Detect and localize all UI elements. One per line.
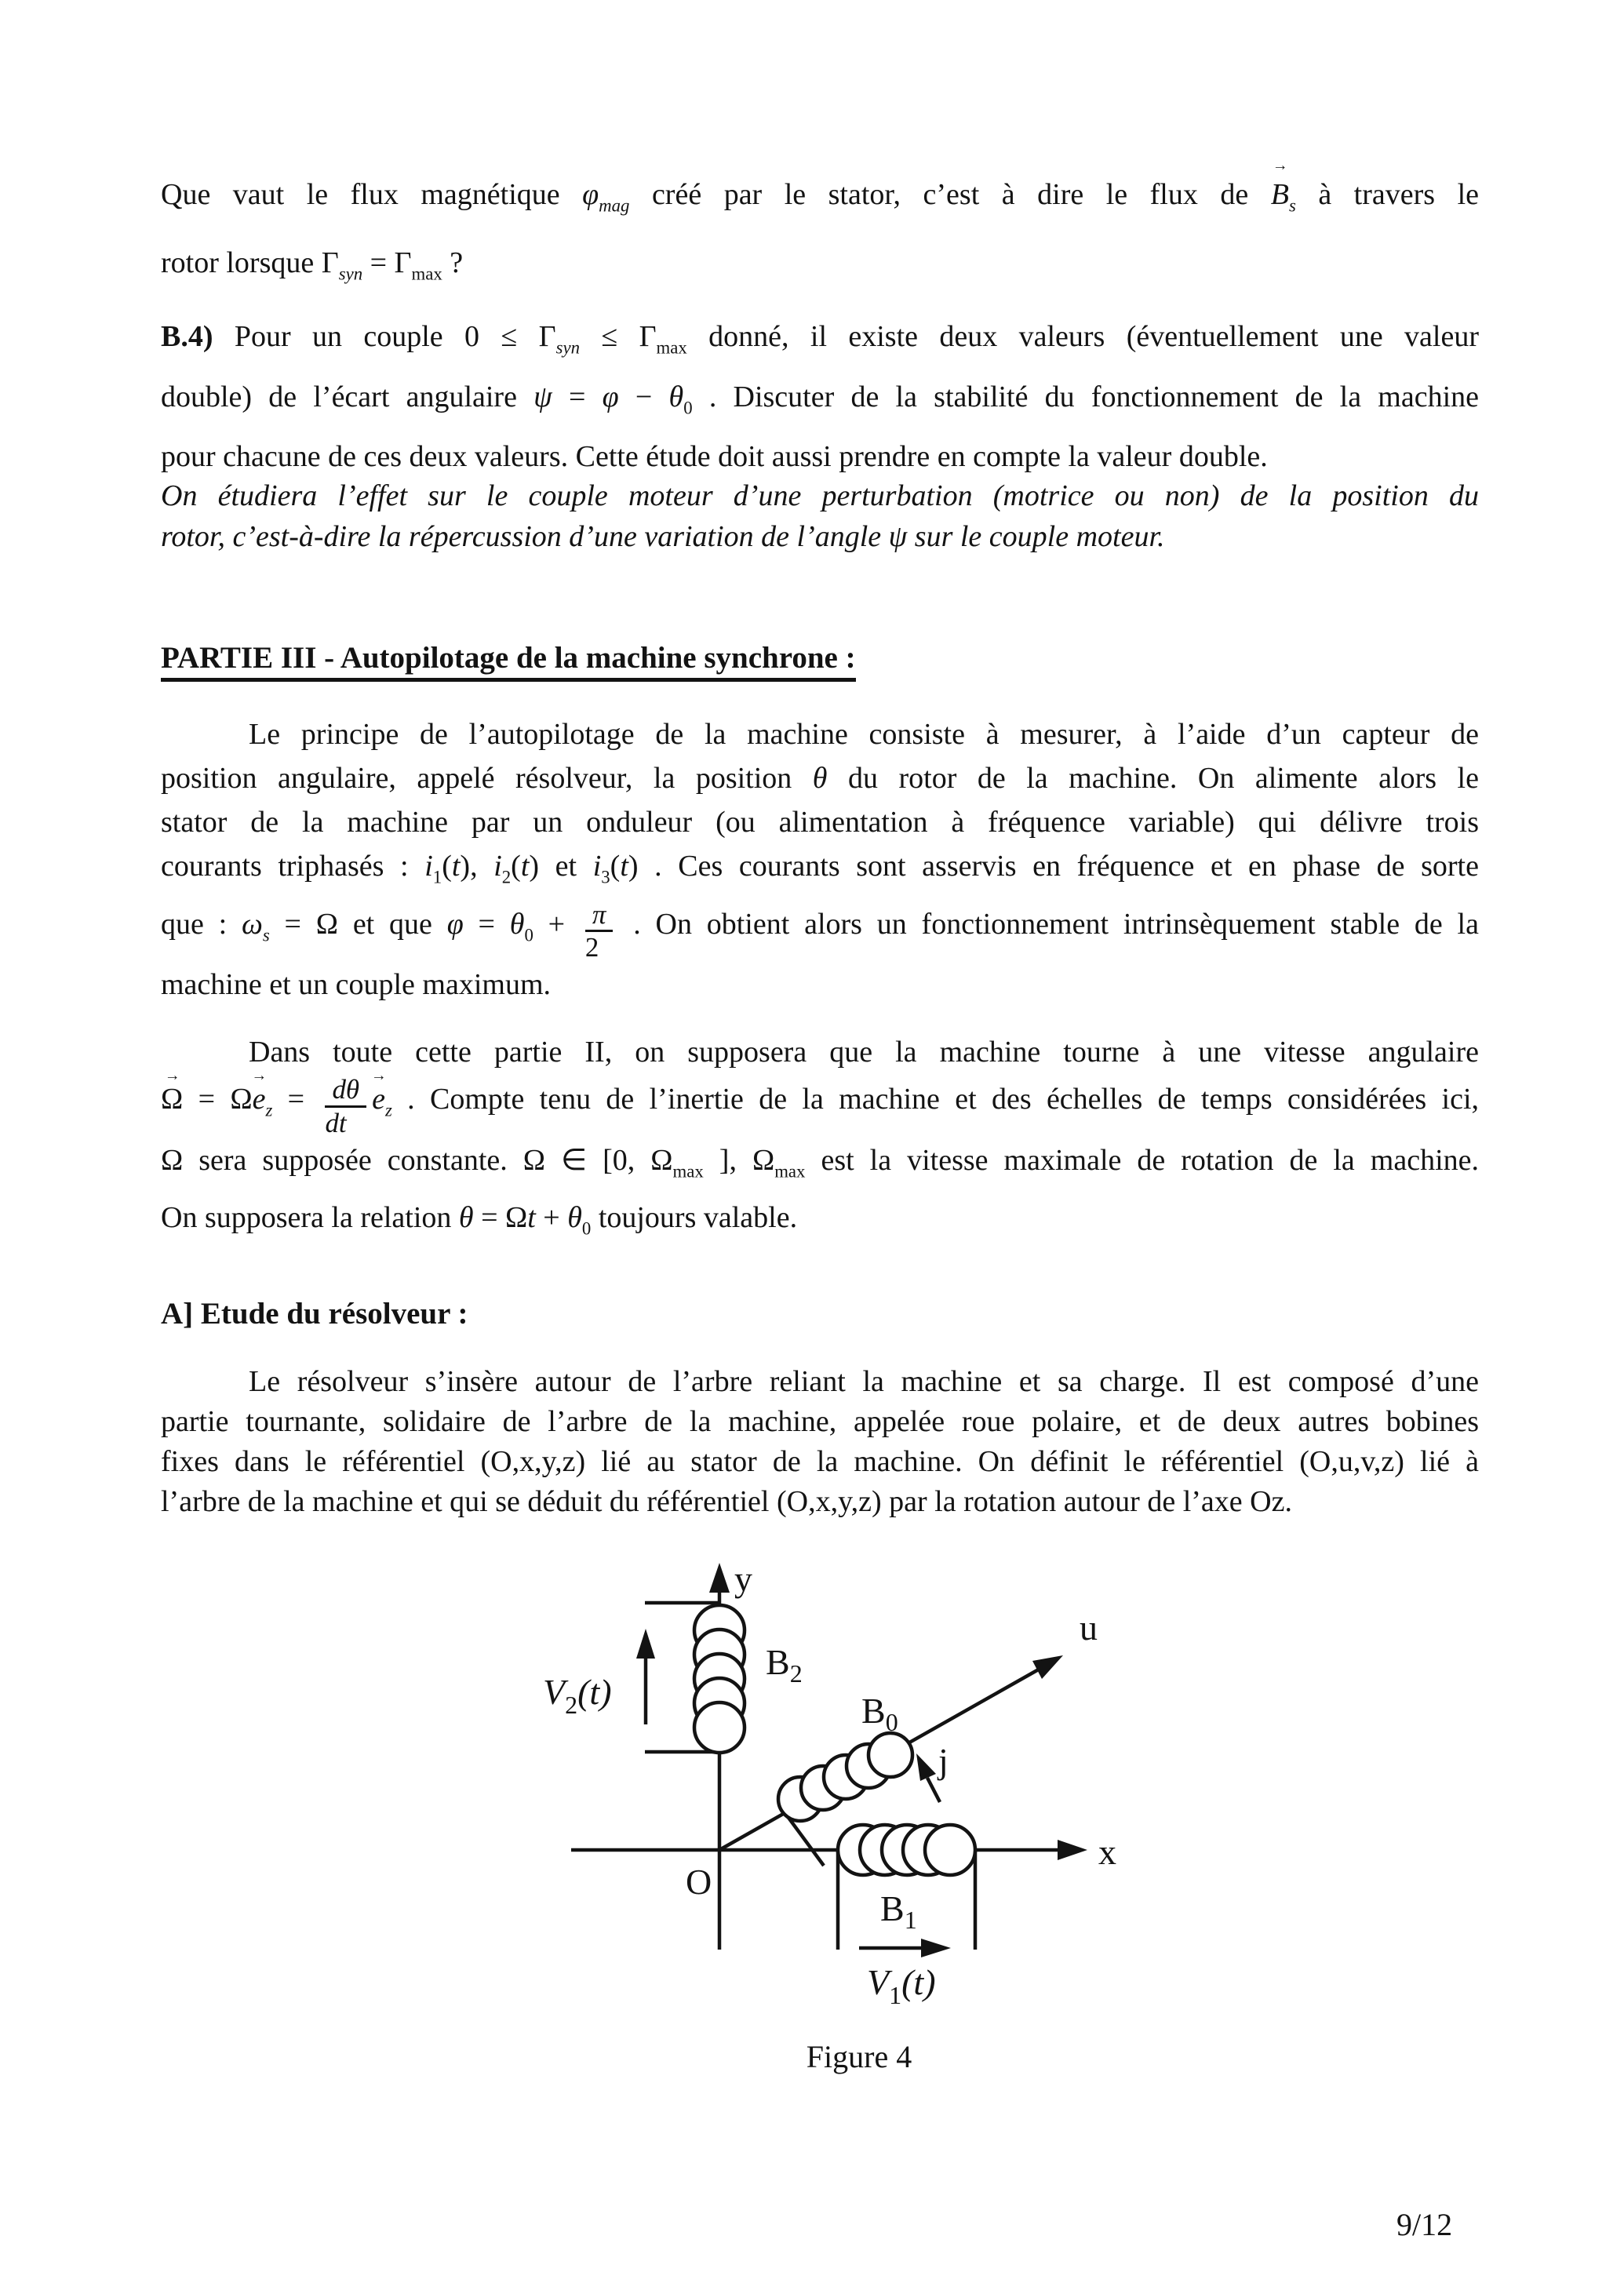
text-line: l’arbre de la machine et qui se déduit du référentiel (O,x,y,z) par la rotation autour de l’axe Oz. <box>161 1485 1292 1518</box>
coil-b2 <box>645 1603 745 1753</box>
text-line: partie tournante, solidaire de l’arbre de la machine, appelée roue polaire, et de deux autres bobines <box>161 1405 1479 1438</box>
y-axis-arrowhead <box>709 1563 730 1593</box>
text-line: Que vaut le flux magnétique $\varphi_{mag}$ créé par le stator, c’est à dire le flux de → $B_s$ à travers le <box>161 157 1479 216</box>
text-line: courants triphasés : $i_1(t)$, $i_2(t)$ et $i_3(t)$ . Ces courants sont asservis en fréquence et en phase de sorte <box>161 850 1479 887</box>
coil-b0 <box>778 1733 912 1821</box>
text-line: Ω sera supposée constante. Ω ∈ [0, $\Omega_{max}$ ], $\Omega_{max}$ est la vitesse maximale de rotation de la machine. <box>161 1144 1479 1182</box>
text-line: position angulaire, appelé résolveur, la position θ du rotor de la machine. On alimente alors le <box>161 762 1479 795</box>
text-line: Le principe de l’autopilotage de la machine consiste à mesurer, à l’aide d’un capteur de <box>249 718 1479 751</box>
label-b1: $B_1$ <box>880 1888 917 1934</box>
x-axis <box>571 1840 1087 1860</box>
heading-section-a-text: A] Etude du résolveur : <box>161 1297 468 1331</box>
figure-caption: Figure 4 <box>806 2039 912 2074</box>
label-b2: $B_2$ <box>766 1642 803 1688</box>
paragraph-note-italic <box>161 475 1479 557</box>
text-line: Dans toute cette partie II, on supposera que la machine tourne à une vitesse angulaire <box>249 1036 1479 1069</box>
label-j-vector: j <box>938 1741 949 1781</box>
text-line: fixes dans le référentiel (O,x,y,z) lié au stator de la machine. On définit le référentiel (O,u,v,z) lié à <box>161 1445 1479 1478</box>
page-number: 9/12 <box>1396 2207 1453 2242</box>
text-line: stator de la machine par un onduleur (ou alimentation à fréquence variable) qui délivre trois <box>161 806 1479 839</box>
text-line: que : $\omega_s = \Omega$ et que $\varphi = \theta_0$ + $\frac{\pi}{2}$ . On obtient alors un fonctionnement intrinsèquement stable de la <box>161 898 1479 963</box>
heading-section-a <box>161 1296 468 1331</box>
text-line: machine et un couple maximum. <box>161 968 552 1002</box>
paragraph-resolveur <box>161 1362 1479 1522</box>
label-v2: $V_2(t)$ <box>543 1672 612 1719</box>
text-line: Le résolveur s’insère autour de l’arbre reliant la machine et sa charge. Il est composé d’une <box>249 1365 1479 1398</box>
text-line: On supposera la relation $\theta = \Omega t + \theta_0$ toujours valable. <box>161 1201 798 1239</box>
text-line: rotor, c’est-à-dire la répercussion d’une variation de l’angle ψ sur le couple moteur. <box>161 520 1165 553</box>
j-arrow <box>916 1753 940 1802</box>
text-line: double) de l’écart angulaire $\psi = \varphi - \theta_0$ . Discuter de la stabilité du fonctionnement de la machine <box>161 380 1480 418</box>
u-axis-arrowhead <box>1032 1655 1063 1679</box>
heading-partie-3-text: PARTIE III - Autopilotage de la machine synchrone : <box>161 640 856 682</box>
resolver-diagram-svg <box>471 1553 1177 2055</box>
figure-4-diagram <box>471 1553 1177 2055</box>
label-b0: $B_0$ <box>861 1691 898 1736</box>
text-line: B.4) Pour un couple $0 \le \Gamma_{syn} \le \Gamma_{max}$ donné, il existe deux valeurs (éventuellement une valeur <box>161 320 1480 358</box>
paragraph-vitesse-angulaire <box>161 1029 1479 1252</box>
label-x-axis: x <box>1098 1832 1116 1872</box>
v1-arrow <box>859 1939 951 1957</box>
label-u-axis: u <box>1080 1608 1098 1648</box>
v2-arrow <box>636 1629 655 1724</box>
x-axis-arrowhead <box>1058 1840 1087 1860</box>
paragraph-b4 <box>161 312 1479 482</box>
label-y-axis: y <box>734 1559 752 1599</box>
text-line: → Ω = Ω → $e_z$ = $\frac{d\theta}{dt}$ → $e_z$ . Compte tenu de l’inertie de la machine et des échelles de temps considérées ici, <box>161 1067 1479 1138</box>
text-line: pour chacune de ces deux valeurs. Cette étude doit aussi prendre en compte la valeur double. <box>161 440 1268 474</box>
text-line: rotor lorsque $\Gamma_{syn} = \Gamma_{max}$ ? <box>161 246 464 284</box>
label-origin: O <box>686 1862 712 1902</box>
heading-partie-3 <box>161 640 856 682</box>
paragraph-principe <box>161 712 1479 1007</box>
text-line: On étudiera l’effet sur le couple moteur d’une perturbation (motrice ou non) de la position du <box>161 479 1479 512</box>
label-v1: $V_1(t)$ <box>867 1962 936 2009</box>
paragraph-flux-question <box>161 157 1479 302</box>
